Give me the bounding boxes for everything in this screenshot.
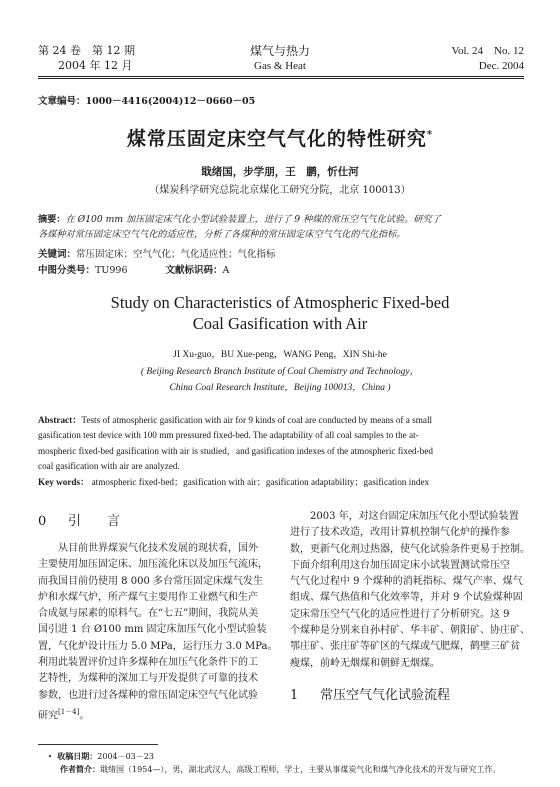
body-line: 瘦煤，前岭无烟煤和朝鲜无烟煤。 <box>290 657 440 669</box>
body-line: 个煤种是分别来自孙村矿、华丰矿、朝阳矿、协庄矿、 <box>290 625 530 637</box>
affiliation-cn: （煤炭科学研究总院北京煤化工研究分院，北京 100013） <box>149 185 411 196</box>
body-line: 炉和水煤气炉，所产煤气主要用作工业燃气和生产 <box>38 591 258 603</box>
body-line-end: 。 <box>79 710 90 722</box>
clc-value: TU996 <box>95 265 128 276</box>
body-line: 主要使用加压固定床、加压流化床以及加压气流床， <box>38 559 268 571</box>
abstract-en-line: coal gasification with air are analyzed. <box>38 461 180 472</box>
keywords-en-label: Key words： <box>38 476 90 487</box>
authors-cn: 戢绪国，步学朋，王 鹏，忻仕河 <box>201 166 359 178</box>
body-line: 从 <box>58 543 68 554</box>
doc-code-label: 文献标识码： <box>165 265 223 276</box>
journal-date-en: Dec. 2004 <box>478 60 524 72</box>
body-line: 置，气化炉设计压力 5.0 MPa，运行压力 3.0 MPa。 <box>38 640 278 652</box>
body-line: 2003 年，对这台固定床加压气化小型试验装置 <box>310 511 519 522</box>
body-line: 下面介绍利用这台加压固定床小试装置测试常压空 <box>290 559 510 571</box>
journal-date: 2004 年 12 月 <box>58 59 133 72</box>
clc-label: 中图分类号： <box>38 265 96 276</box>
keywords-cn-label: 关键词： <box>38 249 77 260</box>
title-cn-text: 煤常压固定床空气气化的特性研究 <box>126 128 427 150</box>
header-rule-bottom <box>38 78 524 79</box>
body-line: 利用此装置评价过许多煤种在加压气化条件下的工 <box>38 657 258 669</box>
body-line: 目前世界煤炭气化技术发展的现状看，国外 <box>68 543 258 554</box>
keywords-cn <box>38 246 276 260</box>
footnote-received-label: 收稿日期： <box>57 751 98 761</box>
body-line: 而我国目前仍使用 8 000 多台常压固定床煤气发生 <box>38 575 263 587</box>
body-line: 艺特性，为煤种的深加工与开发提供了可靠的技术 <box>38 673 258 685</box>
footnote-received-date: 2004－03－23 <box>97 752 154 761</box>
journal-name: 煤气与热力 <box>249 44 310 58</box>
journal-volume: 第 24 卷 第 12 期 <box>38 44 135 57</box>
section-number: 0 <box>38 514 47 529</box>
body-line: 数，更新气化剂过热器，使气化试验条件更易于控制。 <box>290 543 530 555</box>
body-line: 研究 <box>38 710 58 722</box>
footnote: • 收稿日期：2004－03－23 作者简介：戢绪国（1954—），男，湖北武汉人，高级工程师，学士，主要从事煤炭气化和煤气净化技术的开发与研究工作。 <box>48 751 501 774</box>
abstract-en <box>38 413 524 490</box>
title-en-line1: Study on Characteristics of Atmospheric Fixed-bed <box>110 293 450 312</box>
abstract-en-line: gasification test device with 100 mm pressured fixed-bed. The adaptability of all coal samples to the at- <box>38 430 419 441</box>
abstract-en-line: mospheric fixed-bed gasification with air is studied，and gasification indexes of the atmospheric fixed-bed <box>38 445 433 456</box>
body-line: 合成氨与尿素的原料气。在“七五”期间，我院从美 <box>38 608 259 620</box>
body-line: 组成、煤气热值和气化效率等，并对 9 个试验煤种固 <box>290 592 523 604</box>
journal-volume-en: Vol. 24 No. 12 <box>451 45 524 57</box>
abstract-cn-label: 摘要： <box>38 214 66 225</box>
title-footnote-mark: * <box>426 129 434 141</box>
abstract-cn <box>38 212 441 242</box>
journal-name-en: Gas & Heat <box>254 60 306 72</box>
affiliation-en-line1: ( Beijing Research Branch Institute of Coal Chemistry and Technology， <box>140 367 420 377</box>
section-title: 常压空气气化试验流程 <box>320 688 451 703</box>
title-cn <box>0 124 560 151</box>
body-line: 国引进 1 台 Ø100 mm 固定床加压气化小型试验装 <box>38 624 267 636</box>
body-line: 气气化过程中 9 个煤种的消耗指标、煤气产率、煤气 <box>290 576 523 588</box>
header-rule-top <box>38 76 524 77</box>
abstract-cn-line: 在 Ø100 mm 加压固定床气化小型试验装置上，进行了 9 种煤的常压空气气化试验。研究了 <box>65 214 441 225</box>
doc-code-value: A <box>222 265 230 276</box>
section-heading-process <box>290 684 450 703</box>
footnote-author-label: 作者简介： <box>60 764 100 774</box>
abstract-cn-line: 各煤种对常压固定床空气气化的适应性，分析了各煤种的常压固定床空气气化的气化指标。 <box>38 229 406 240</box>
section-number: 1 <box>290 688 299 703</box>
section-title: 引 言 <box>68 514 121 529</box>
body-line: 定床常压空气气化的适应性进行了分析研究。这 9 <box>290 608 510 620</box>
body-line: 参数，也进行过各煤种的常压固定床空气气化试验 <box>38 689 258 701</box>
body-right-column <box>290 509 530 672</box>
abstract-en-label: Abstract： <box>38 415 82 425</box>
keywords-cn-text: 常压固定床；空气气化；气化适应性；气化指标 <box>76 249 276 260</box>
footnote-rule <box>38 744 158 745</box>
body-line: 鄂庄矿、张庄矿等矿区的气煤或气肥煤，鹤壁三矿贫 <box>290 641 520 653</box>
authors-en: JI Xu-guo，BU Xue-peng，WANG Peng，XIN Shi-he <box>173 350 387 360</box>
footnote-author-bio: 戢绪国（1954—），男，湖北武汉人，高级工程师，学士，主要从事煤炭气化和煤气净化技术的开发与研究工作。 <box>100 765 501 774</box>
abstract-en-line: Tests of atmospheric gasification with air for 9 kinds of coal are conducted by means of a small <box>81 415 433 425</box>
article-number: 文章编号：1000－4416(2004)12－0660－05 <box>38 96 256 107</box>
keywords-en-text: atmospheric fixed-bed；gasification with air；gasification adaptability；gasification index <box>91 476 430 487</box>
citation: [1－4] <box>58 707 80 716</box>
title-en-line2: Coal Gasification with Air <box>192 314 368 333</box>
affiliation-en-line2: China Coal Research Institute，Beijing 100013，China ) <box>169 383 391 393</box>
body-line: 进行了技术改造，改用计算机控制气化炉的操作参 <box>290 527 510 539</box>
classification <box>38 262 229 276</box>
section-heading-introduction <box>38 510 120 529</box>
body-left-column <box>38 541 278 725</box>
